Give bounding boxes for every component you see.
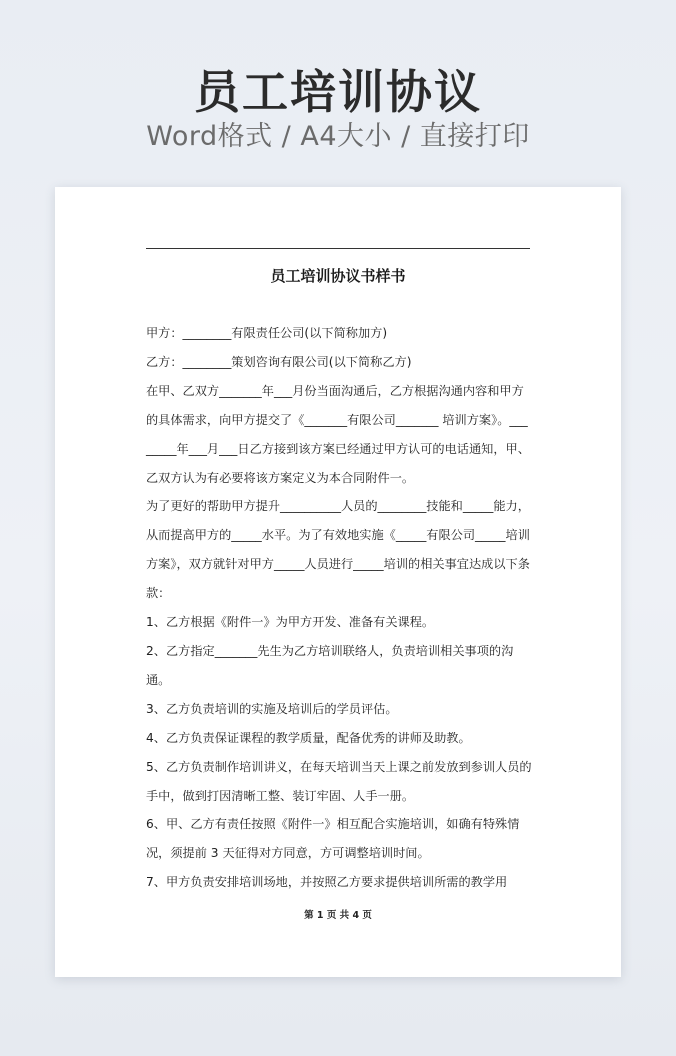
clause-2: 2、乙方指定_______先生为乙方培训联络人，负责培训相关事项的沟通。 — [146, 643, 514, 687]
clause-4: 4、乙方负责保证课程的教学质量，配备优秀的讲师及助教。 — [146, 730, 471, 745]
document-page — [55, 187, 621, 977]
header-divider — [146, 248, 530, 249]
document-title: 员工培训协议书样书 — [270, 267, 406, 285]
paragraph-purpose: 为了更好的帮助甲方提升__________人员的________技能和_____能力，从而提高甲方的_____水平。为了有效地实施《_____有限公司_____培训方案》，双方就针对甲方_____人员进行_____培训的相关事宜达成以下条款： — [146, 499, 530, 601]
page-number: 第 1 页 共 4 页 — [304, 910, 372, 921]
page-title: 员工培训协议 — [194, 65, 482, 119]
clause-3: 3、乙方负责培训的实施及培训后的学员评估。 — [146, 701, 398, 716]
clause-7: 7、甲方负责安排培训场地，并按照乙方要求提供培训所需的教学用 — [146, 875, 508, 890]
page-subtitle: Word格式 / A4大小 / 直接打印 — [146, 121, 530, 152]
clause-6: 6、甲、乙方有责任按照《附件一》相互配合实施培训，如确有特殊情况，须提前 3 天征得对方同意，方可调整培训时间。 — [146, 817, 520, 861]
clause-5: 5、乙方负责制作培训讲义，在每天培训当天上课之前发放到参训人员的手中，做到打因清晰工整、装订牢固、人手一册。 — [146, 759, 532, 803]
document-body — [146, 319, 532, 897]
paragraph-background: 在甲、乙双方_______年___月份当面沟通后，乙方根据沟通内容和甲方的具体需求，向甲方提交了《_______有限公司_______ 培训方案》。________年___月___日乙方接到该方案已经通过甲方认可的电话通知，甲、乙双方认为有必要将该方案定义为本合同附件一。 — [146, 383, 530, 485]
paragraph-party-a: 甲方：________有限责任公司(以下简称加方) — [146, 326, 388, 340]
paragraph-party-b: 乙方：________策划咨询有限公司(以下简称乙方) — [146, 354, 412, 369]
clause-1: 1、乙方根据《附件一》为甲方开发、准备有关课程。 — [146, 615, 435, 630]
